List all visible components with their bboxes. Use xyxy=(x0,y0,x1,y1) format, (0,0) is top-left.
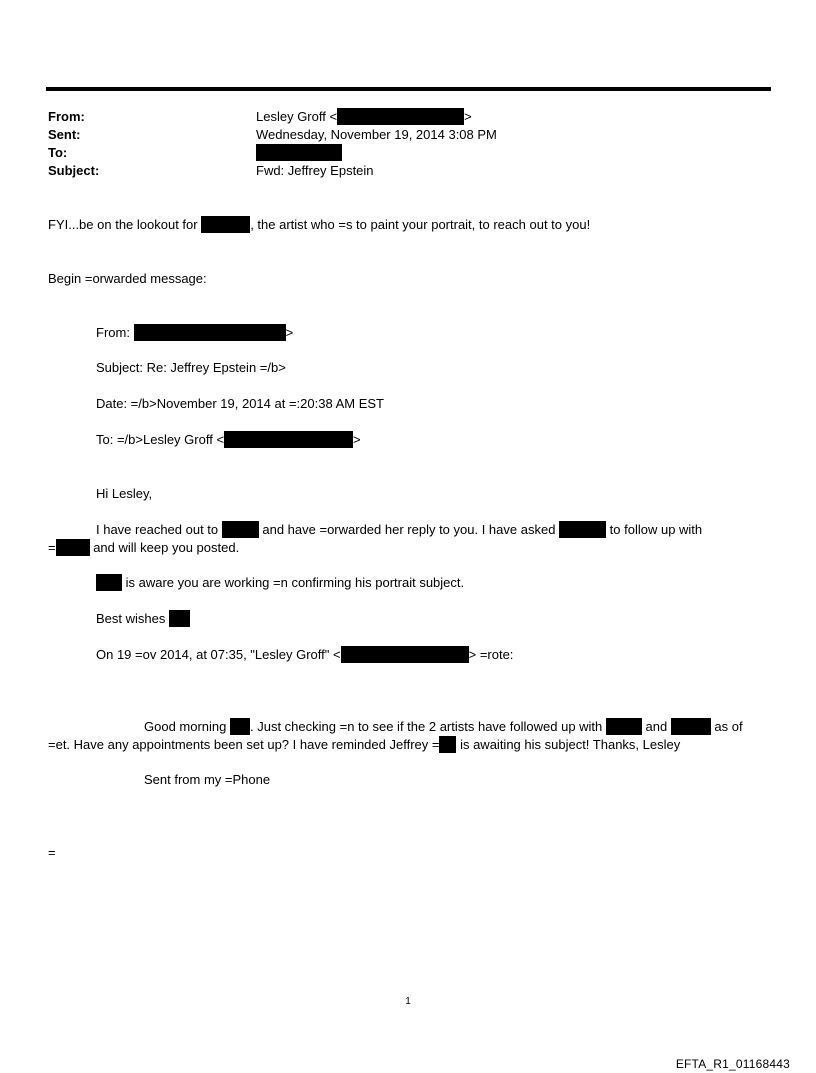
redaction-box xyxy=(96,574,122,591)
redaction-box xyxy=(56,539,90,556)
from-value: Lesley Groff < > xyxy=(256,109,472,124)
quote-header-line: On 19 =ov 2014, at 07:35, "Lesley Groff" < > =rote: xyxy=(96,647,514,662)
redaction-box xyxy=(134,324,286,341)
paragraph-line: = and will keep you posted. xyxy=(48,540,240,555)
redaction-box xyxy=(559,521,606,538)
redaction-box xyxy=(222,521,259,538)
begin-forwarded: Begin =orwarded message: xyxy=(48,271,207,286)
greeting: Hi Lesley, xyxy=(96,486,153,501)
redaction-box xyxy=(337,108,464,125)
redaction-box xyxy=(201,216,250,233)
fwd-from-line: From: > xyxy=(96,325,294,340)
subject-label: Subject: xyxy=(48,163,100,178)
from-label: From: xyxy=(48,109,85,124)
page-number: 1 xyxy=(405,996,411,1007)
paragraph-line: is aware you are working =n confirming his portrait subject. xyxy=(96,574,464,592)
sent-value: Wednesday, November 19, 2014 3:08 PM xyxy=(256,127,497,142)
header-rule xyxy=(46,87,771,91)
redaction-box xyxy=(224,431,353,448)
redaction-box xyxy=(671,718,711,735)
redaction-box xyxy=(439,736,456,753)
paragraph-line: I have reached out to and have =orwarded her reply to you. I have asked to follow up with xyxy=(96,522,703,537)
document-id: EFTA_R1_01168443 xyxy=(675,1057,790,1071)
redaction-box xyxy=(256,144,342,161)
redaction-box xyxy=(606,718,642,735)
sent-from-line: Sent from my =Phone xyxy=(144,772,271,787)
quoted-line: Good morning . Just checking =n to see if the 2 artists have followed up with and as of xyxy=(144,719,743,734)
to-value xyxy=(256,144,342,162)
fwd-date-line: Date: =/b>November 19, 2014 at =:20:38 AM EST xyxy=(96,396,384,411)
sent-label: Sent: xyxy=(48,127,81,142)
redaction-box xyxy=(169,610,190,627)
trailing-char: = xyxy=(48,845,56,860)
quoted-line: =et. Have any appointments been set up? I have reminded Jeffrey = is awaiting his subject! Thanks, Lesley xyxy=(48,737,681,752)
redaction-box xyxy=(230,718,250,735)
subject-value: Fwd: Jeffrey Epstein xyxy=(256,163,374,178)
signoff-line: Best wishes xyxy=(96,610,190,628)
to-label: To: xyxy=(48,145,68,160)
fwd-subject-line: Subject: Re: Jeffrey Epstein =/b> xyxy=(96,360,286,375)
redaction-box xyxy=(341,646,469,663)
fyi-line: FYI...be on the lookout for , the artist who =s to paint your portrait, to reach out to you! xyxy=(48,217,591,232)
fwd-to-line: To: =/b>Lesley Groff < > xyxy=(96,432,361,447)
